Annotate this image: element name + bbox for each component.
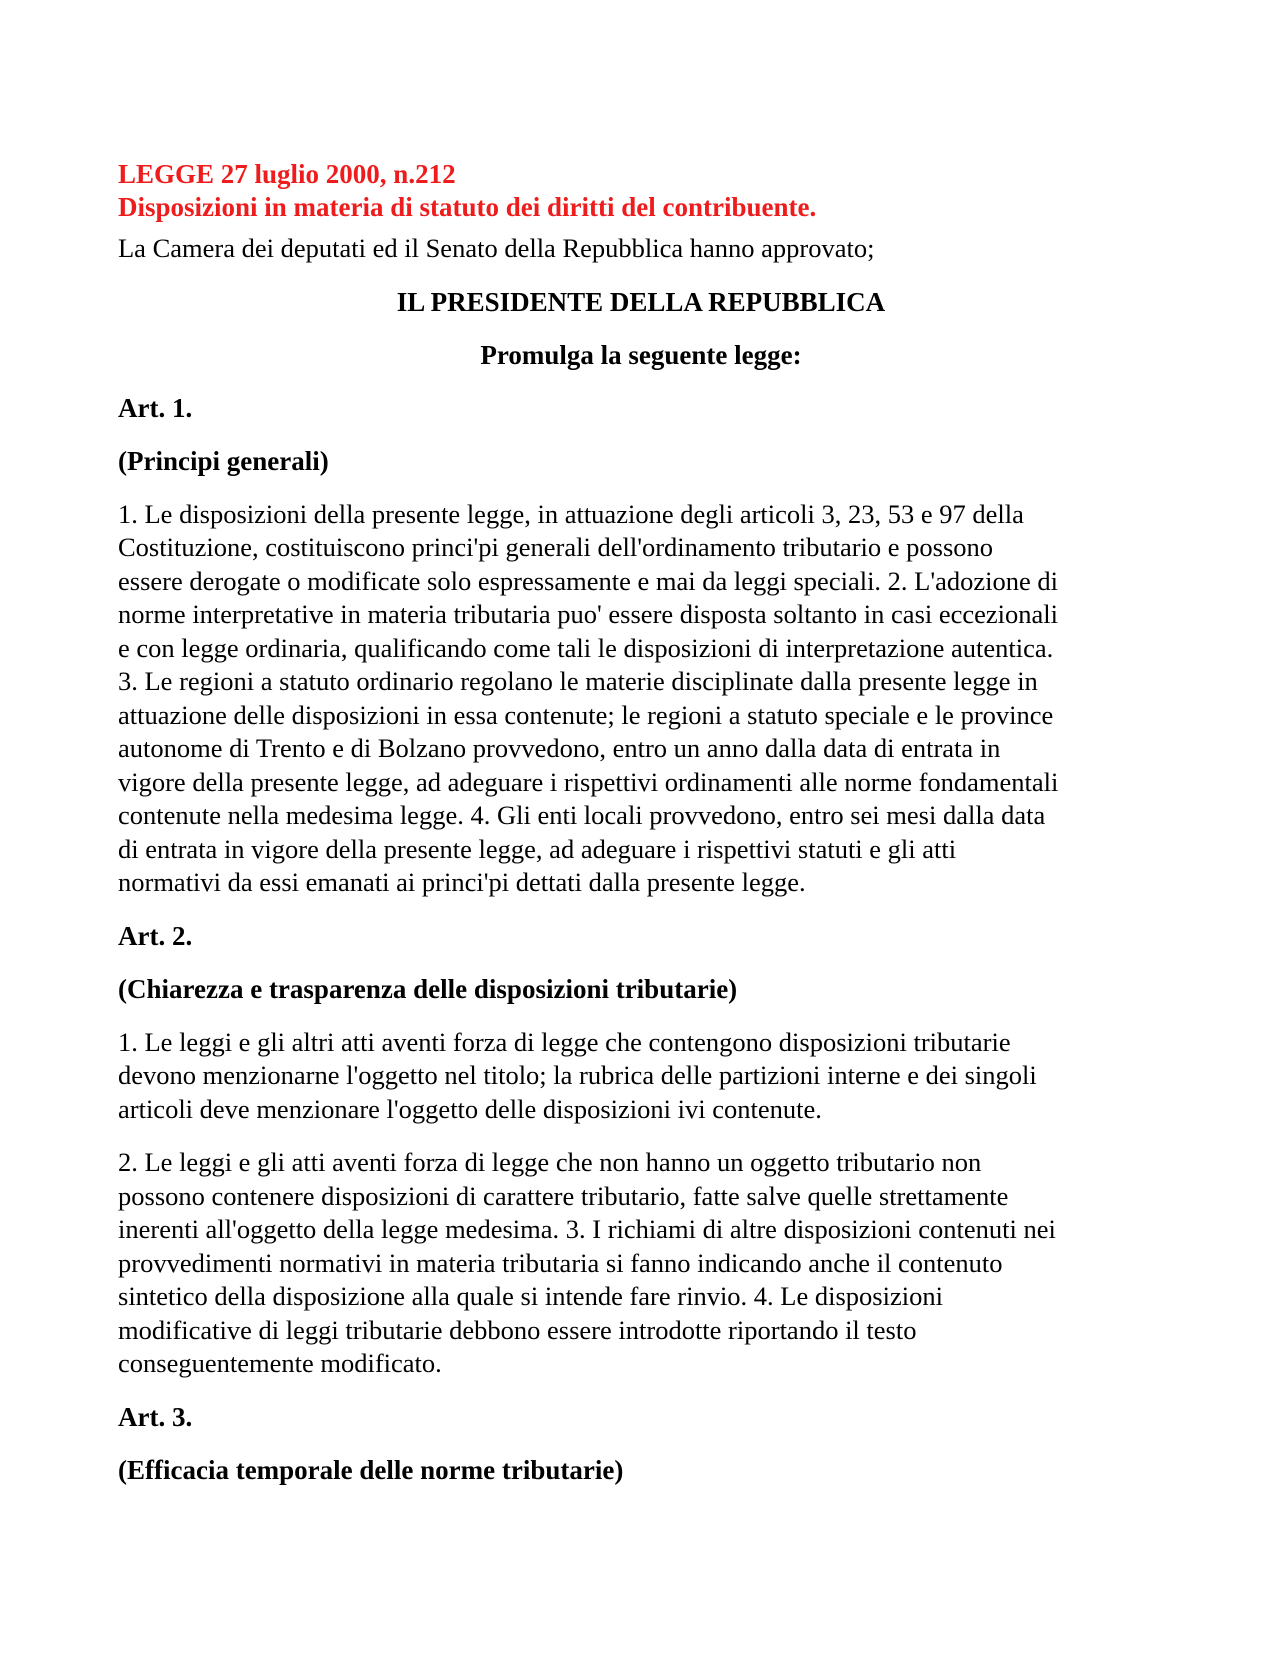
article-2-line: inerenti all'oggetto della legge medesima. 3. I richiami di altre disposizioni contenuti nei <box>118 1214 1056 1244</box>
article-1-line: autonome di Trento e di Bolzano provvedono, entro un anno dalla data di entrata in <box>118 733 1001 763</box>
article-2-paragraph-1 <box>118 1026 1164 1127</box>
document-page <box>118 158 1164 1507</box>
article-1-line: e con legge ordinaria, qualificando come tali le disposizioni di interpretazione autentica. <box>118 632 1054 663</box>
article-2-line: conseguentemente modificato. <box>118 1348 442 1378</box>
president-heading: IL PRESIDENTE DELLA REPUBBLICA <box>396 286 886 317</box>
article-1-line: Costituzione, costituiscono princi'pi generali dell'ordinamento tributario e possono <box>118 532 994 562</box>
article-1-line: 3. Le regioni a statuto ordinario regolano le materie disciplinate dalla presente legge in <box>118 666 1038 696</box>
article-2-subtitle: (Chiarezza e trasparenza delle disposizioni tributarie) <box>118 973 738 1004</box>
article-1-line: contenute nella medesima legge. 4. Gli enti locali provvedono, entro sei mesi dalla data <box>118 800 1046 830</box>
article-2-line: articoli deve menzionare l'oggetto delle disposizioni ivi contenute. <box>118 1093 822 1124</box>
article-2-line: modificative di leggi tributarie debbono essere introdotte riportando il testo <box>118 1314 917 1345</box>
article-2-line: 2. Le leggi e gli atti aventi forza di legge che non hanno un oggetto tributario non <box>118 1147 982 1177</box>
article-2-line: provvedimenti normativi in materia tributaria si fanno indicando anche il contenuto <box>118 1247 1003 1278</box>
law-title-number: LEGGE 27 luglio 2000, n.212 <box>118 159 456 189</box>
article-1-line: essere derogate o modificate solo espressamente e mai da leggi speciali. 2. L'adozione di <box>118 565 1059 596</box>
article-1-body <box>118 498 1164 900</box>
article-2-line: devono menzionarne l'oggetto nel titolo; la rubrica delle partizioni interne e dei singoli <box>118 1060 1037 1090</box>
article-2-line: sintetico della disposizione alla quale si intende fare rinvio. 4. Le disposizioni <box>118 1281 943 1311</box>
promulgation-heading: Promulga la seguente legge: <box>480 339 802 370</box>
law-title <box>118 158 1164 224</box>
article-1-line: normativi da essi emanati ai princi'pi dettati dalla presente legge. <box>118 867 806 897</box>
article-3-subtitle: (Efficacia temporale delle norme tributarie) <box>118 1454 624 1485</box>
article-2-line: possono contenere disposizioni di carattere tributario, fatte salve quelle strettamente <box>118 1180 1009 1211</box>
preamble: La Camera dei deputati ed il Senato della Repubblica hanno approvato; <box>118 233 875 263</box>
article-2-paragraph-2 <box>118 1146 1164 1381</box>
article-3-number: Art. 3. <box>118 1401 193 1432</box>
article-1-line: attuazione delle disposizioni in essa contenute; le regioni a statuto speciale e le province <box>118 699 1054 730</box>
article-1-line: norme interpretative in materia tributaria puo' essere disposta soltanto in casi eccezionali <box>118 599 1059 629</box>
article-2-number: Art. 2. <box>118 920 193 951</box>
law-title-subject: Disposizioni in materia di statuto dei diritti del contribuente. <box>118 192 817 222</box>
article-1-line: 1. Le disposizioni della presente legge, in attuazione degli articoli 3, 23, 53 e 97 della <box>118 498 1024 529</box>
article-1-number: Art. 1. <box>118 392 193 423</box>
article-2-line: 1. Le leggi e gli altri atti aventi forza di legge che contengono disposizioni tributarie <box>118 1026 1011 1057</box>
article-1-subtitle: (Principi generali) <box>118 445 329 476</box>
article-1-line: vigore della presente legge, ad adeguare i rispettivi ordinamenti alle norme fondamentali <box>118 766 1059 797</box>
article-1-line: di entrata in vigore della presente legge, ad adeguare i rispettivi statuti e gli atti <box>118 833 957 864</box>
